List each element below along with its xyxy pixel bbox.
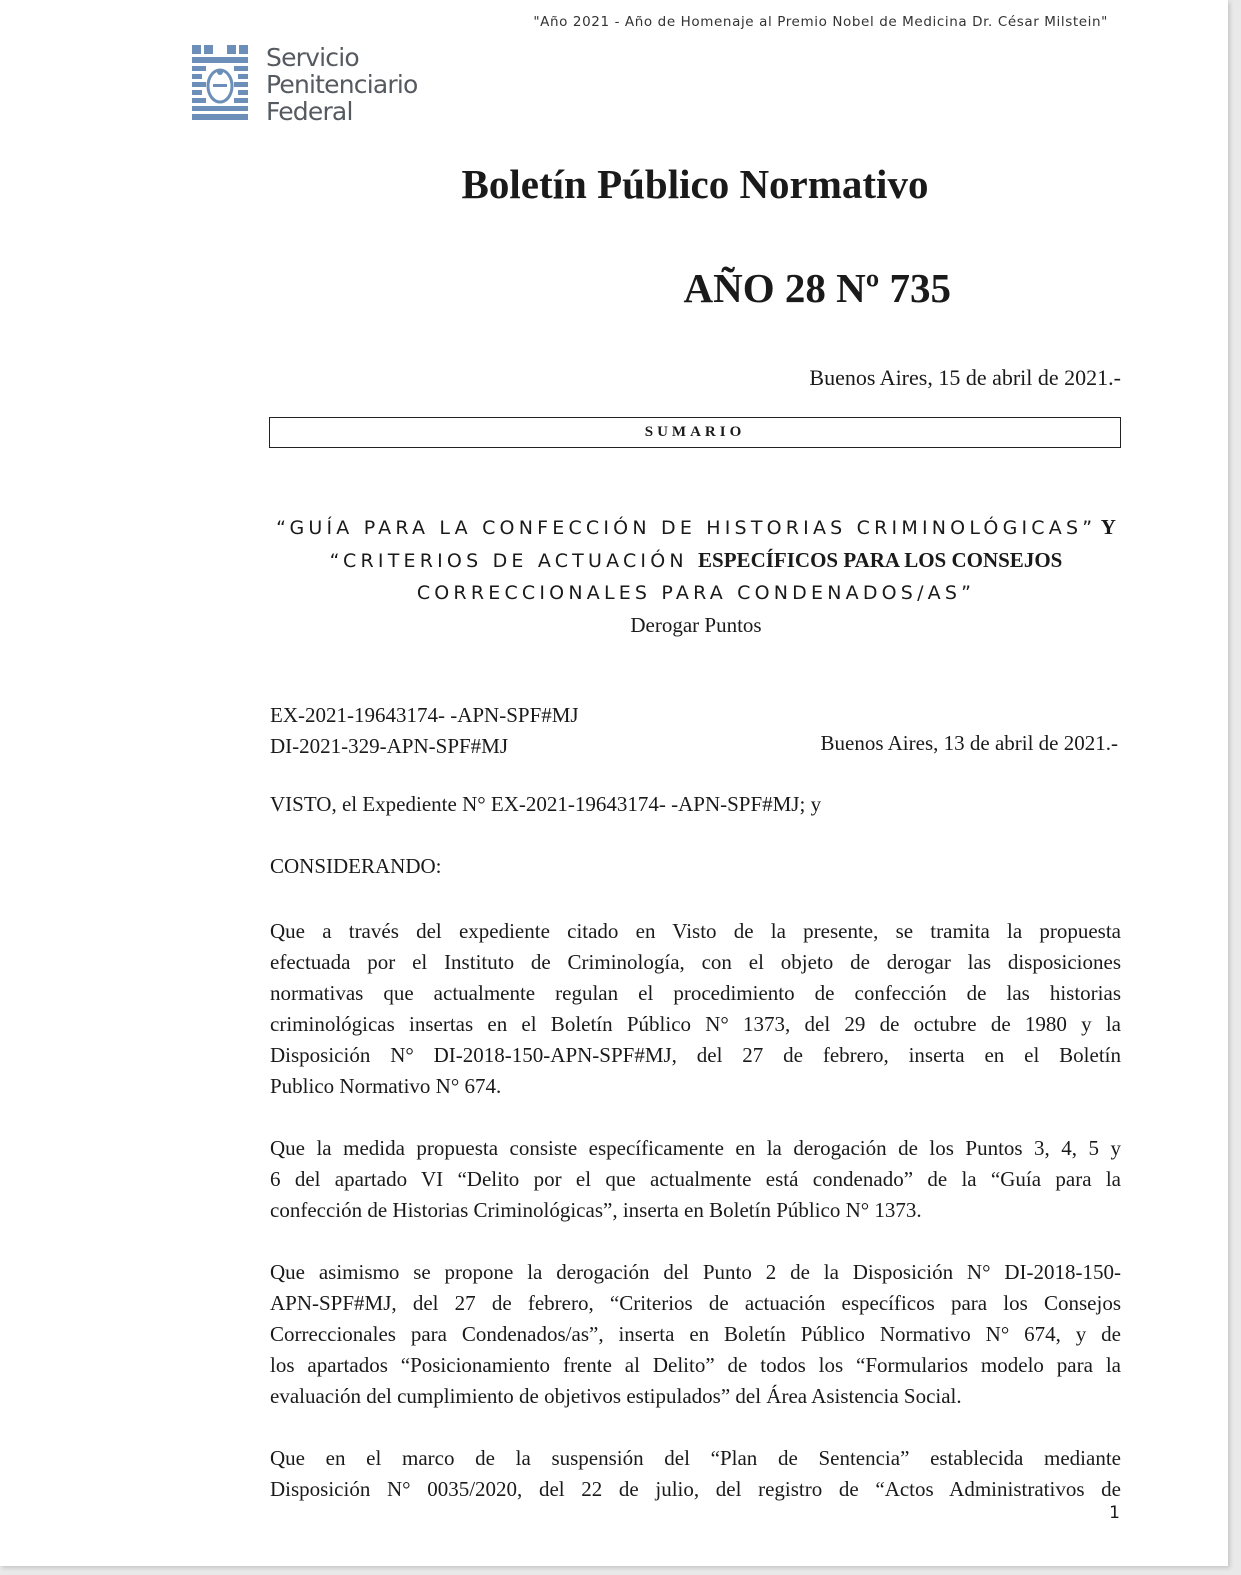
page-number: 1 [1109, 1503, 1120, 1523]
text-line: Que la medida propuesta consiste específicamente en la derogación de los Puntos 3, 4, 5 y [270, 1136, 1121, 1160]
considerando-label: CONSIDERANDO: [270, 854, 442, 878]
logo-line: Federal [266, 97, 353, 126]
fortress-emblem-icon [192, 44, 248, 124]
heading-line2-bold: ESPECÍFICOS PARA LOS CONSEJOS [698, 548, 1063, 572]
text-line: confección de Historias Criminológicas”, inserta en Boletín Público N° 1373. [270, 1198, 922, 1222]
document-title: Boletín Público Normativo [461, 161, 929, 207]
text-line: Que a través del expediente citado en Visto de la presente, se tramita la propuesta [270, 919, 1121, 943]
expedient-block [270, 700, 579, 762]
heading-subtitle: Derogar Puntos [630, 613, 762, 637]
visto-line: VISTO, el Expediente N° EX-2021-19643174- -APN-SPF#MJ; y [270, 792, 822, 816]
logo-line: Penitenciario [266, 70, 418, 99]
text-line: Publico Normativo N° 674. [270, 1074, 502, 1098]
publication-date: Buenos Aires, 15 de abril de 2021.- [809, 365, 1121, 390]
text-line: Correccionales para Condenados/as”, inserta en Boletín Público Normativo N° 674, y de [270, 1322, 1121, 1346]
text-line: Que en el marco de la suspensión del “Plan de Sentencia” establecida mediante [270, 1446, 1121, 1470]
text-line: Disposición N° DI-2018-150-APN-SPF#MJ, del 27 de febrero, inserta en el Boletín [270, 1043, 1121, 1067]
di-number: DI-2021-329-APN-SPF#MJ [270, 734, 509, 758]
paragraph-4 [270, 1443, 1121, 1505]
heading-line1: “GUÍA PARA LA CONFECCIÓN DE HISTORIAS CRIMINOLÓGICAS” [276, 517, 1097, 539]
paragraph-3 [270, 1257, 1121, 1412]
logo-line: Servicio [266, 43, 359, 72]
paragraph-1 [270, 916, 1121, 1102]
heading-line1-conj: Y [1096, 515, 1116, 539]
text-line: criminológicas insertas en el Boletín Público N° 1373, del 29 de octubre de 1980 y la [270, 1012, 1121, 1036]
text-line: Disposición N° 0035/2020, del 22 de julio, del registro de “Actos Administrativos de [270, 1477, 1121, 1501]
issue-number: AÑO 28 Nº 735 [683, 265, 951, 311]
expedient-date: Buenos Aires, 13 de abril de 2021.- [820, 731, 1118, 755]
logo-text [266, 44, 418, 125]
ex-number: EX-2021-19643174- -APN-SPF#MJ [270, 703, 579, 727]
sumario-box: SUMARIO [269, 417, 1121, 448]
text-line: evaluación del cumplimiento de objetivos estipulados” del Área Asistencia Social. [270, 1384, 962, 1408]
paragraph-2 [270, 1133, 1121, 1226]
spf-logo [192, 44, 432, 126]
text-line: APN-SPF#MJ, del 27 de febrero, “Criterios de actuación específicos para los Consejos [270, 1291, 1121, 1315]
heading-line3: CORRECCIONALES PARA CONDENADOS/AS” [416, 582, 976, 604]
text-line: los apartados “Posicionamiento frente al Delito” de todos los “Formularios modelo para la [270, 1353, 1121, 1377]
homage-header: "Año 2021 - Año de Homenaje al Premio Nobel de Medicina Dr. César Milstein" [533, 14, 1108, 30]
summary-heading [270, 512, 1122, 641]
text-line: normativas que actualmente regulan el procedimiento de confección de las historias [270, 981, 1121, 1005]
text-line: efectuada por el Instituto de Criminología, con el objeto de derogar las disposiciones [270, 950, 1121, 974]
text-line: 6 del apartado VI “Delito por el que actualmente está condenado” de la “Guía para la [270, 1167, 1121, 1191]
heading-line2: “CRITERIOS DE ACTUACIÓN [329, 550, 699, 572]
text-line: Que asimismo se propone la derogación del Punto 2 de la Disposición N° DI-2018-150- [270, 1260, 1121, 1284]
